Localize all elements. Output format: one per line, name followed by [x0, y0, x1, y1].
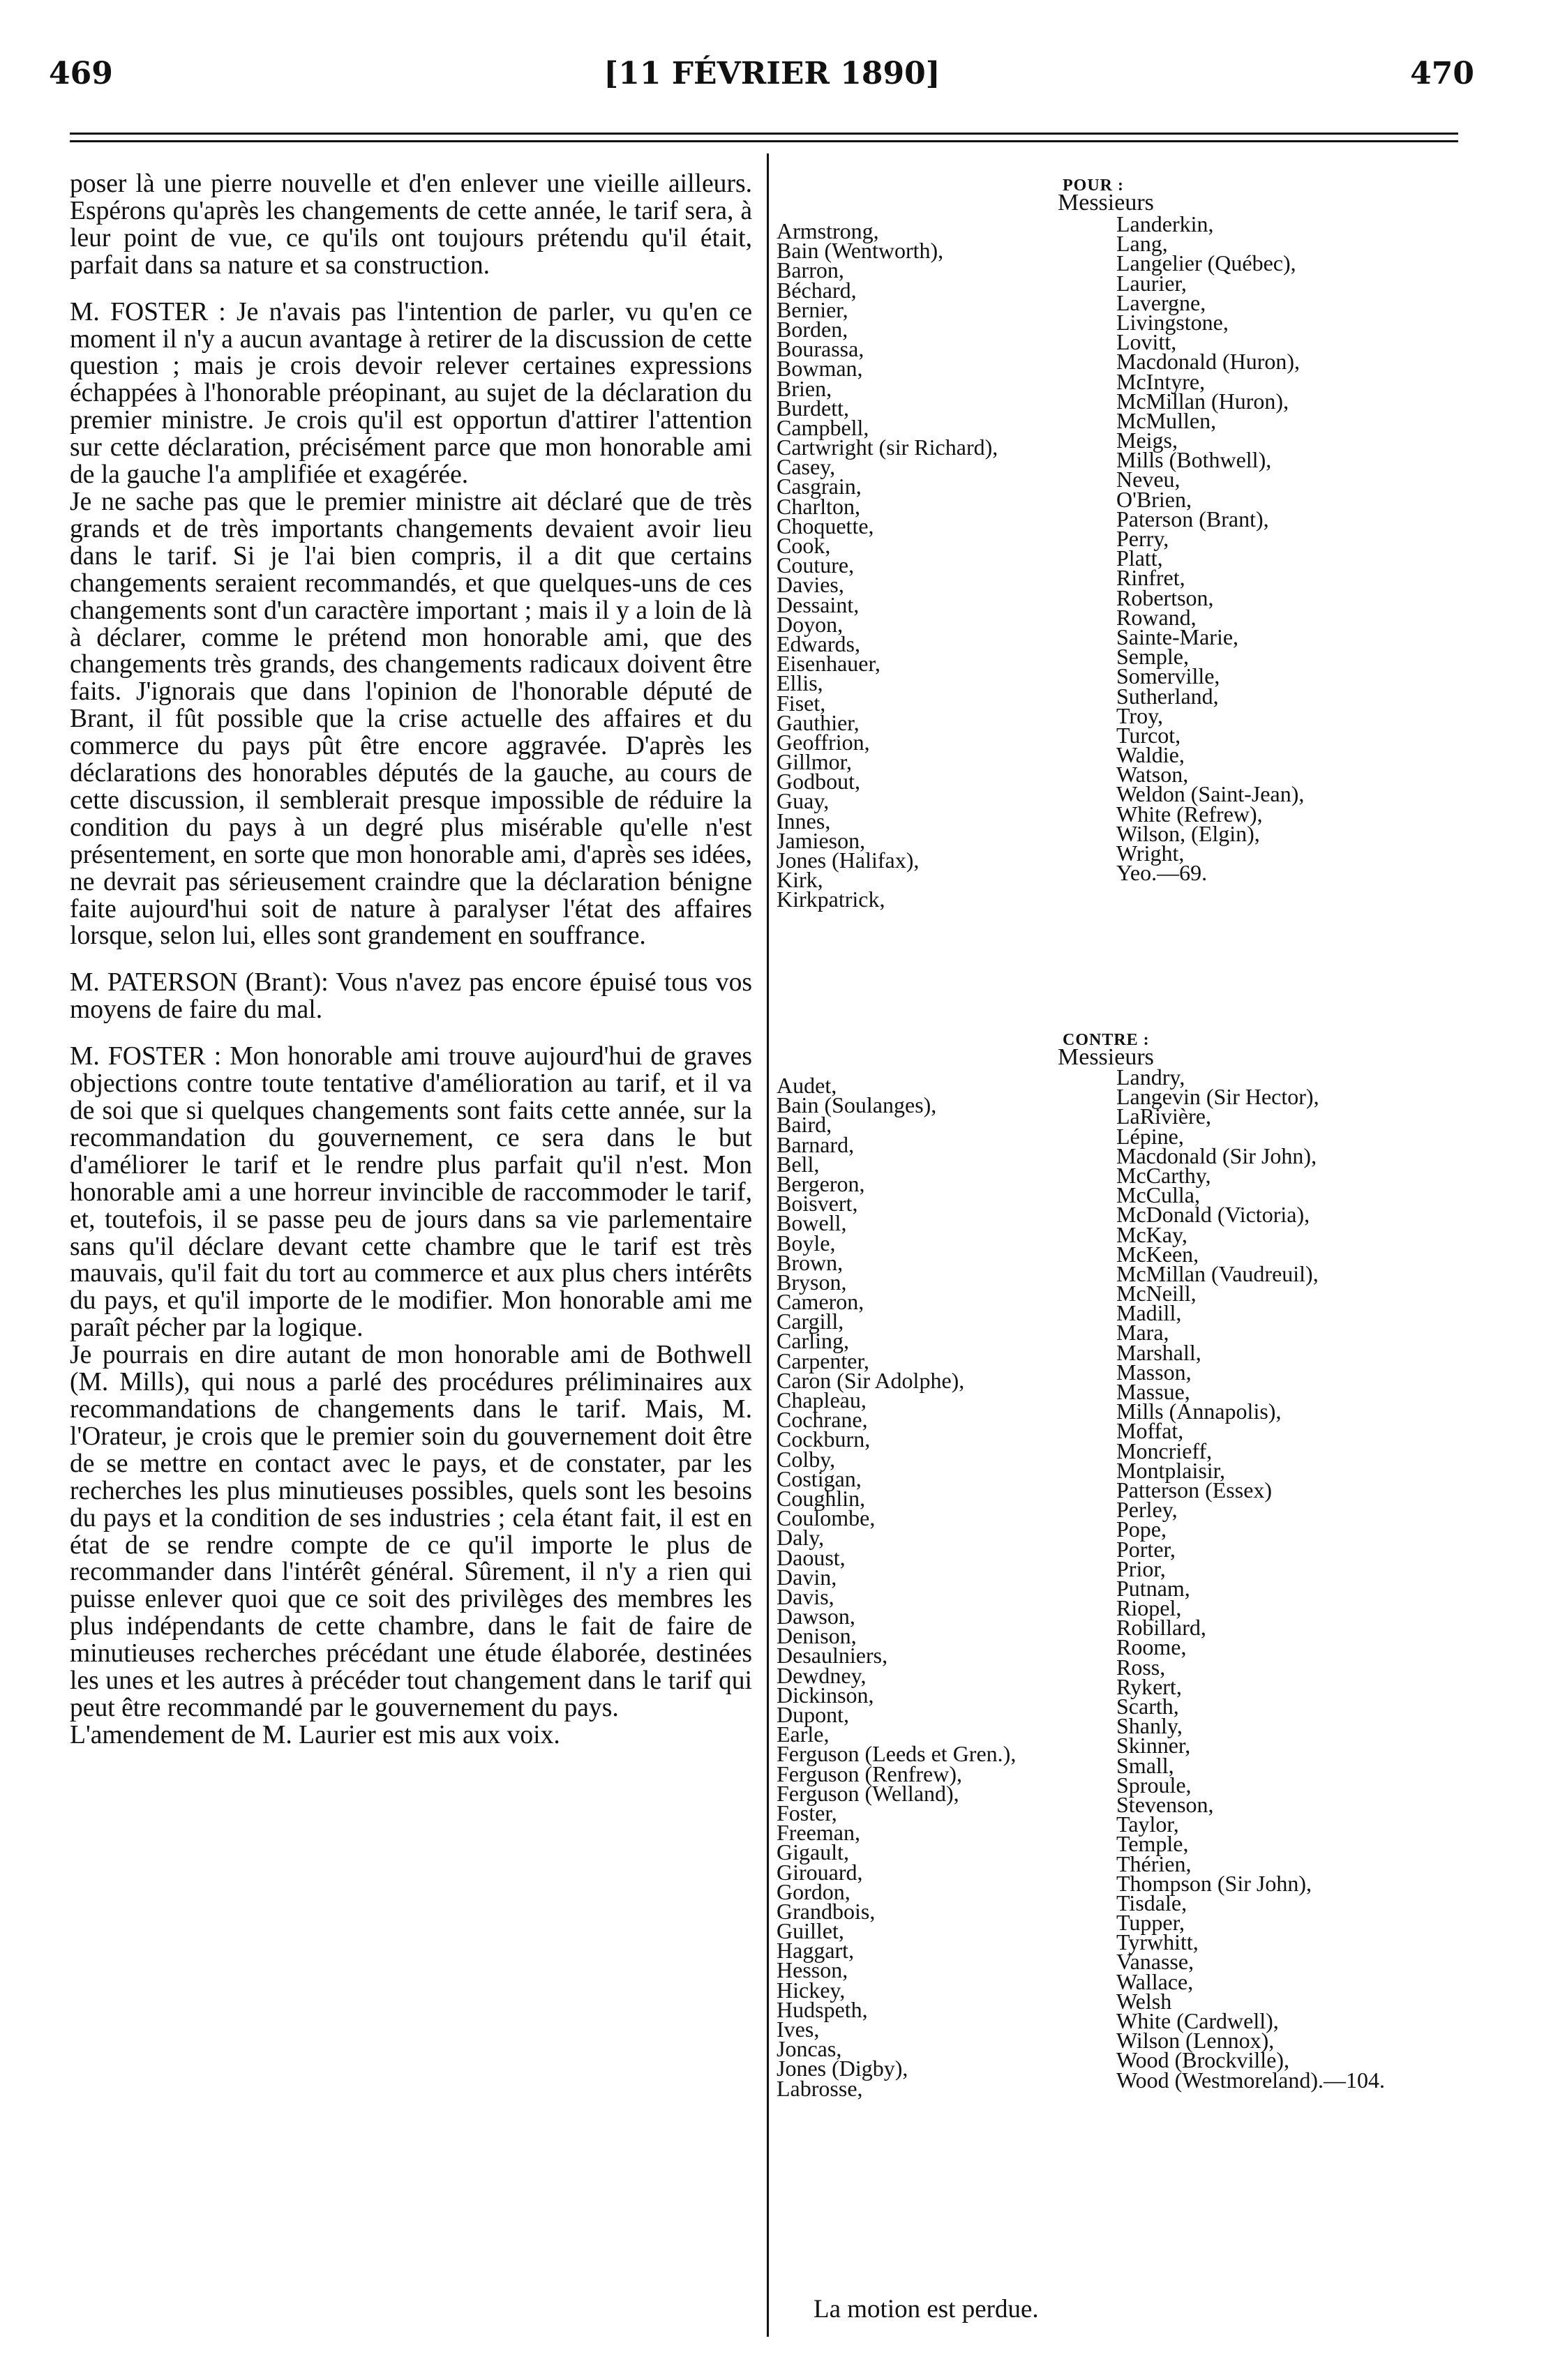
member-name: Livingstone, — [1116, 309, 1229, 335]
member-name: Putnam, — [1116, 1575, 1190, 1601]
member-name: Ross, — [1116, 1654, 1166, 1680]
member-name: Robillard, — [1116, 1615, 1206, 1641]
member-name: McKay, — [1116, 1221, 1187, 1247]
member-name: Rowand, — [1116, 604, 1197, 630]
member-name: Langelier (Québec), — [1116, 250, 1296, 276]
member-name: Sutherland, — [1116, 683, 1219, 709]
member-name: Neveu, — [1116, 467, 1181, 492]
member-name: Macdonald (Huron), — [1116, 349, 1301, 375]
member-name: Lovitt, — [1116, 329, 1177, 355]
member-name: Carling, — [777, 1328, 849, 1354]
member-name: Earle, — [777, 1722, 830, 1747]
member-name: Bain (Soulanges), — [777, 1092, 937, 1118]
member-name: Coughlin, — [777, 1485, 866, 1511]
member-name: McIntyre, — [1116, 368, 1206, 394]
member-name: Masson, — [1116, 1359, 1192, 1385]
member-name: Stevenson, — [1116, 1791, 1214, 1817]
member-name: Hudspeth, — [777, 1996, 868, 2022]
member-name: Tupper, — [1116, 1910, 1185, 1936]
member-name: McCulla, — [1116, 1182, 1200, 1208]
member-name: White (Cardwell), — [1116, 2008, 1279, 2033]
member-name: Joncas, — [777, 2036, 842, 2062]
member-name: Pope, — [1116, 1516, 1167, 1542]
member-name: Boisvert, — [777, 1191, 858, 1217]
member-name: Audet, — [777, 1073, 837, 1098]
member-name: Baird, — [777, 1112, 832, 1138]
member-name: Macdonald (Sir John), — [1116, 1143, 1317, 1168]
member-name: Langevin (Sir Hector), — [1116, 1084, 1319, 1110]
member-name: Cook, — [777, 533, 831, 558]
member-name: Marshall, — [1116, 1339, 1201, 1365]
member-name: Patterson (Essex) — [1116, 1477, 1273, 1502]
member-name: Geoffrion, — [777, 729, 870, 755]
member-name: Tisdale, — [1116, 1890, 1187, 1915]
paragraph: M. FOSTER : Je n'avais pas l'intention de parler, vu qu'en ce moment il n'y a aucun avantage à retirer de la discussion de cette question ; mais je crois devoir relever certaines expressions échappées à l'honorable préopinant, au sujet de la déclaration du premier ministre. Je crois qu'il est opportun d'attirer l'attention sur cette déclaration, précisément parce que mon honorable ami de la gauche l'a amplifiée et exagérée. — [70, 297, 752, 490]
member-name: Innes, — [777, 808, 831, 834]
member-name: Wilson (Lennox), — [1116, 2028, 1275, 2054]
member-name: Gigault, — [777, 1839, 849, 1865]
member-name: Daly, — [777, 1525, 825, 1551]
member-name: Wright, — [1116, 841, 1185, 866]
member-name: McDonald (Victoria), — [1116, 1202, 1310, 1228]
member-name: Wilson, (Elgin), — [1116, 820, 1260, 846]
member-name: Robertson, — [1116, 585, 1214, 610]
paragraph: Je ne sache pas que le premier ministre ait déclaré que de très grands et de très importants changements devaient avoir lieu dans le tarif. Si je l'ai bien compris, il a dit que certains changements seraient recommandés, et que quelques-uns de ces changements sont d'un caractère important ; mais il y a loin de là à déclarer, comme le prétend mon honorable ami, que des changements très grands, des changements radicaux doivent être faits. J'ignorais que dans l'opinion de l'honorable député de Brant, il fût possible que la crise actuelle des affaires et du commerce du pays pût être encore aggravée. D'après les déclarations des honorables députés de la gauche, au cours de cette discussion, il semblerait presque impossible de réduire la condition du pays à un degré plus misérable qu'elle n'est présentement, en sorte que mon honorable ami, d'après ses idées, ne devrait pas sérieusement craindre que la déclaration bénigne faite aujourd'hui soit de nature à paralyser l'état des affaires lorsque, selon lui, elles sont grandement en souffrance. — [70, 487, 752, 951]
member-name: Colby, — [777, 1446, 836, 1472]
member-name: Godbout, — [777, 769, 860, 794]
member-name: Fiset, — [777, 690, 826, 716]
member-name: Guillet, — [777, 1918, 844, 1944]
member-name: Mills (Bothwell), — [1116, 447, 1272, 473]
member-name: Bain (Wentworth), — [777, 238, 944, 264]
member-name: Riopel, — [1116, 1595, 1182, 1621]
member-name: Jamieson, — [777, 827, 866, 853]
member-name: Montplaisir, — [1116, 1457, 1226, 1483]
member-name: Paterson (Brant), — [1116, 506, 1269, 532]
member-name: Davies, — [777, 572, 844, 598]
member-name: Daoust, — [777, 1544, 846, 1570]
paragraph: poser là une pierre nouvelle et d'en enlever une vieille ailleurs. Espérons qu'après les changements de cette année, le tarif sera, à leur point de vue, ce qu'ils ont toujours prétendu qu'il était, parfait dans sa nature et sa construction. — [70, 170, 752, 280]
member-name: Jones (Halifax), — [777, 848, 920, 873]
member-name: Yeo.—69. — [1116, 860, 1208, 886]
debate-text-column — [70, 171, 752, 1749]
member-name: Dewdney, — [777, 1662, 867, 1688]
member-name: Mara, — [1116, 1320, 1169, 1346]
member-name: McNeill, — [1116, 1281, 1197, 1306]
member-name: Desaulniers, — [777, 1643, 888, 1669]
member-name: Freeman, — [777, 1820, 860, 1846]
member-name: Weldon (Saint-Jean), — [1116, 781, 1305, 807]
member-name: Burdett, — [777, 395, 849, 421]
member-name: Barron, — [777, 257, 844, 283]
pour-names-column-1 — [777, 218, 998, 912]
member-name: Bowell, — [777, 1210, 847, 1236]
member-name: Laurier, — [1116, 270, 1187, 296]
member-name: Roome, — [1116, 1634, 1187, 1660]
member-name: Landry, — [1116, 1064, 1185, 1090]
member-name: Lépine, — [1116, 1123, 1184, 1149]
member-name: Davin, — [777, 1564, 837, 1590]
member-name: Small, — [1116, 1752, 1174, 1778]
member-name: Labrosse, — [777, 2075, 863, 2101]
member-name: Girouard, — [777, 1859, 863, 1885]
member-name: Couture, — [777, 552, 855, 578]
member-name: Boyle, — [777, 1230, 836, 1256]
member-name: Carpenter, — [777, 1348, 869, 1373]
member-name: McCarthy, — [1116, 1162, 1211, 1188]
member-name: Scarth, — [1116, 1694, 1179, 1719]
page-header — [0, 0, 1544, 140]
member-name: Prior, — [1116, 1556, 1166, 1581]
member-name: Bernier, — [777, 296, 848, 322]
member-name: Moncrieff, — [1116, 1438, 1213, 1463]
member-name: Ferguson (Leeds et Gren.), — [777, 1741, 1017, 1767]
member-name: Meigs, — [1116, 428, 1178, 453]
member-name: Madill, — [1116, 1300, 1182, 1326]
date-header: [11 FÉVRIER 1890] — [604, 56, 940, 91]
member-name: Campbell, — [777, 414, 869, 440]
member-name: Cartwright (sir Richard), — [777, 435, 998, 460]
member-name: Kirk, — [777, 867, 823, 893]
member-name: Somerville, — [1116, 663, 1220, 689]
member-name: Bryson, — [777, 1269, 847, 1295]
header-rule-top — [70, 133, 1458, 135]
member-name: Landerkin, — [1116, 211, 1214, 236]
member-name: Charlton, — [777, 493, 860, 519]
member-name: Sproule, — [1116, 1772, 1192, 1798]
member-name: Gillmor, — [777, 749, 853, 775]
member-name: Temple, — [1116, 1831, 1189, 1857]
member-name: McMullen, — [1116, 407, 1217, 433]
contre-names-column-2 — [1116, 1064, 1385, 2093]
member-name: Wood (Brockville), — [1116, 2047, 1290, 2073]
member-name: Cargill, — [777, 1309, 844, 1334]
member-name: Denison, — [777, 1623, 857, 1649]
paragraph: Je pourrais en dire autant de mon honorable ami de Bothwell (M. Mills), qui nous a parlé des procédures préliminaires aux recommandations de changements dans le tarif. Mais, M. l'Orateur, je crois que le premier soin du gouvernement doit être de se mettre en contact avec le pays, et de constater, par les recherches les plus minutieuses possibles, quels sont les besoins du pays et la condition de ses industries ; cela étant fait, il est en état de se rendre compte de ce qu'il importe le plus de recommander dans l'intérêt général. Sûrement, il n'y a rien qui puisse enlever quoi que ce soit des privilèges des membres les plus indépendants de cette chambre, dans le fait de faire de minutieuses recherches précédant une étude élaborée, destinées les unes et les autres à précéder tout changement dans le tarif qui peut être recommandé par le gouvernement du pays. — [70, 1341, 752, 1722]
member-name: Guay, — [777, 788, 830, 814]
member-name: Cockburn, — [777, 1426, 871, 1452]
member-name: Bowman, — [777, 356, 863, 382]
member-name: Waldie, — [1116, 742, 1185, 768]
member-name: Eisenhauer, — [777, 651, 880, 677]
member-name: Thompson (Sir John), — [1116, 1870, 1312, 1896]
member-name: Barnard, — [777, 1131, 855, 1157]
member-name: Wallace, — [1116, 1968, 1194, 1994]
page-number-left: 469 — [49, 56, 113, 91]
member-name: Welsh — [1116, 1988, 1172, 2014]
member-name: Wood (Westmoreland).—104. — [1116, 2067, 1385, 2093]
member-name: Bell, — [777, 1151, 820, 1177]
member-name: Shanly, — [1116, 1713, 1183, 1739]
contre-names-column-1 — [777, 1073, 1017, 2101]
paragraph: M. FOSTER : Mon honorable ami trouve aujourd'hui de graves objections contre toute tentative d'amélioration au tarif, et il va de soi que si quelques changements sont faits cette année, sur la recommandation du gouvernement, ce sera dans le but d'améliorer le tarif et le rendre plus parfait qu'il n'est. Mon honorable ami a une horreur invincible de raccommoder le tarif, et, toutefois, il se passe peu de jours dans sa vie parlementaire sans qu'il déclare devant cette chambre que le tarif est très mauvais, qu'il fait du tort au commerce et aux plus chers intérêts du pays, et qu'il importe de le modifier. Mon honorable ami me paraît pécher par la logique. — [70, 1042, 752, 1343]
pour-heading: POUR : — [1063, 176, 1124, 195]
member-name: Dawson, — [777, 1604, 855, 1629]
member-name: Thérien, — [1116, 1851, 1192, 1876]
member-name: Costigan, — [777, 1466, 862, 1491]
member-name: Kirkpatrick, — [777, 887, 885, 912]
member-name: Doyon, — [777, 611, 844, 637]
member-name: Gauthier, — [777, 709, 860, 735]
member-name: LaRivière, — [1116, 1104, 1211, 1129]
member-name: Dickinson, — [777, 1682, 874, 1708]
member-name: Moffat, — [1116, 1418, 1184, 1444]
member-name: McMillan (Vaudreuil), — [1116, 1260, 1319, 1286]
member-name: Platt, — [1116, 545, 1163, 571]
member-name: Ellis, — [777, 670, 823, 696]
contre-messieurs: Messieurs — [1058, 1044, 1154, 1070]
member-name: Lang, — [1116, 231, 1168, 257]
column-divider — [767, 153, 769, 2337]
contre-heading: CONTRE : — [1063, 1031, 1150, 1049]
member-name: Sainte-Marie, — [1116, 624, 1239, 649]
member-name: Caron (Sir Adolphe), — [777, 1367, 965, 1393]
member-name: Dupont, — [777, 1702, 849, 1727]
paragraph: M. PATERSON (Brant): Vous n'avez pas encore épuisé tous vos moyens de faire du mal. — [70, 968, 752, 1025]
member-name: Turcot, — [1116, 722, 1181, 748]
member-name: Perley, — [1116, 1497, 1178, 1523]
pour-messieurs: Messieurs — [1058, 190, 1154, 216]
member-name: Gordon, — [777, 1878, 850, 1904]
member-name: McMillan (Huron), — [1116, 388, 1289, 414]
member-name: McKeen, — [1116, 1241, 1199, 1267]
member-name: Grandbois, — [777, 1898, 876, 1924]
member-name: Coulombe, — [777, 1505, 876, 1531]
member-name: Massue, — [1116, 1379, 1190, 1404]
member-name: Bergeron, — [777, 1170, 865, 1196]
member-name: Ferguson (Welland), — [777, 1780, 959, 1806]
member-name: Jones (Digby), — [777, 2056, 908, 2081]
member-name: Hickey, — [777, 1977, 846, 2003]
member-name: Casey, — [777, 454, 836, 480]
member-name: Rykert, — [1116, 1673, 1182, 1699]
member-name: Edwards, — [777, 631, 860, 656]
member-name: Tyrwhitt, — [1116, 1929, 1199, 1955]
header-rule-bottom — [70, 140, 1458, 142]
vote-result: La motion est perdue. — [814, 2295, 1039, 2323]
member-name: Chapleau, — [777, 1387, 867, 1413]
member-name: Borden, — [777, 316, 848, 342]
member-name: O'Brien, — [1116, 486, 1192, 512]
member-name: Cochrane, — [777, 1407, 868, 1433]
member-name: White (Refrew), — [1116, 801, 1263, 827]
member-name: Rinfret, — [1116, 565, 1185, 591]
member-name: Ives, — [777, 2017, 820, 2042]
member-name: Brown, — [777, 1249, 844, 1275]
member-name: Choquette, — [777, 513, 874, 538]
member-name: Hesson, — [777, 1957, 848, 1983]
member-name: Davis, — [777, 1583, 834, 1609]
member-name: Béchard, — [777, 277, 857, 303]
member-name: Skinner, — [1116, 1733, 1191, 1758]
member-name: Brien, — [777, 375, 832, 401]
member-name: Perry, — [1116, 526, 1169, 551]
member-name: Lavergne, — [1116, 289, 1206, 315]
member-name: Casgrain, — [777, 474, 862, 499]
member-name: Haggart, — [777, 1938, 855, 1964]
member-name: Foster, — [777, 1800, 837, 1825]
member-name: Vanasse, — [1116, 1949, 1194, 1975]
member-name: Watson, — [1116, 762, 1189, 788]
member-name: Taylor, — [1116, 1812, 1179, 1837]
page-number-right: 470 — [1410, 56, 1474, 91]
pour-names-column-2 — [1116, 211, 1305, 886]
member-name: Semple, — [1116, 644, 1189, 670]
member-name: Bourassa, — [777, 336, 864, 362]
member-name: Armstrong, — [777, 218, 879, 243]
member-name: Cameron, — [777, 1289, 864, 1315]
member-name: Ferguson (Renfrew), — [777, 1761, 963, 1786]
member-name: Porter, — [1116, 1536, 1176, 1562]
member-name: Mills (Annapolis), — [1116, 1399, 1282, 1424]
member-name: Troy, — [1116, 702, 1163, 728]
paragraph: L'amendement de M. Laurier est mis aux voix. — [70, 1720, 560, 1749]
member-name: Dessaint, — [777, 592, 860, 617]
